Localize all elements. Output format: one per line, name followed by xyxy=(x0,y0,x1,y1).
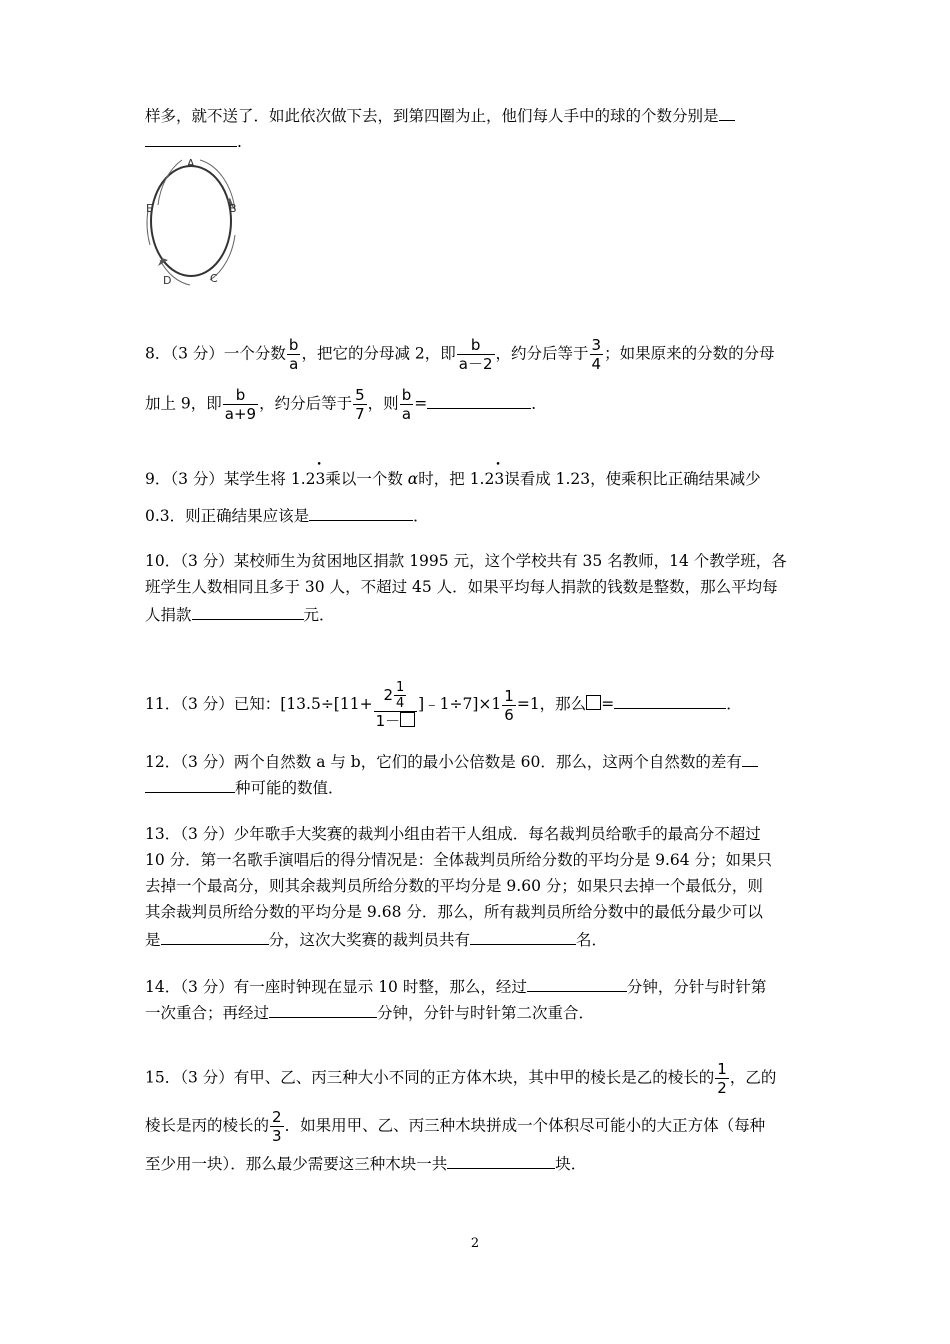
q12-line1: 12．（3 分）两个自然数 a 与 b，它们的最小公倍数是 60．那么，这两个自然数的差有 xyxy=(145,750,758,772)
q11-line: 11．（3 分）已知：[13.5÷[11+ 2 $\frac{1}{4}$ 1－ ]﹣1÷7]×1 $\frac{1}{6}$ =1，那么 = ． xyxy=(145,680,742,730)
fraction-b-over-a-answer: $\frac{b}{a}$ xyxy=(401,386,412,423)
q8-answer-blank[interactable] xyxy=(427,392,531,409)
q13-line4: 其余裁判员所给分数的平均分是 9.68 分．那么，所有裁判员所给分数中的最低分最少可以 xyxy=(145,903,763,921)
q14-answer-blank-1[interactable] xyxy=(527,975,627,992)
q11-answer-blank[interactable] xyxy=(614,692,726,709)
q7-continuation-line2: . xyxy=(145,130,242,152)
q12-answer-blank-cont[interactable] xyxy=(145,776,235,793)
q7-answer-blank[interactable] xyxy=(719,104,735,121)
fraction-2-over-3: $\frac{2}{3}$ xyxy=(272,1108,282,1145)
unknown-box xyxy=(586,695,601,710)
fraction-1-over-6: $\frac{1}{6}$ xyxy=(504,686,514,724)
q14-answer-blank-2[interactable] xyxy=(269,1001,377,1018)
q13-answer-blank-1[interactable] xyxy=(161,928,269,945)
q9-line2: 0.3．则正确结果应该是 ． xyxy=(145,504,429,526)
q9-line1: 9．（3 分）某学生将 1.2• 3乘以一个数 α时，把 1.2• 3误看成 1.23，使乘积比正确结果减少 xyxy=(145,469,761,489)
diagram-label-c: C xyxy=(210,272,218,285)
complex-fraction: 2 $\frac{1}{4}$ 1－ xyxy=(374,680,418,730)
q12-line2: 种可能的数值． xyxy=(145,776,344,798)
page-number: 2 xyxy=(470,1236,480,1251)
ball-passing-diagram xyxy=(140,150,245,295)
unknown-box xyxy=(400,712,415,727)
fraction-b-over-a-minus-2: $\frac{b}{a-2}$ xyxy=(458,336,493,373)
q9-answer-blank[interactable] xyxy=(309,504,413,521)
fraction-b-over-a-plus-9: $\frac{b}{a+9}$ xyxy=(224,386,257,423)
diagram-label-a: A xyxy=(187,157,195,170)
q10-line2: 班学生人数相同且多于 30 人，不超过 45 人．如果平均每人捐款的钱数是整数，那么平均每 xyxy=(145,578,778,596)
repeating-digit-3: • 3 xyxy=(494,469,504,489)
q15-line1: 15．（3 分）有甲、乙、丙三种大小不同的正方体木块，其中甲的棱长是乙的棱长的 $\frac{1}{2}$ ，乙的 xyxy=(145,1060,777,1097)
q13-line5: 是 分，这次大奖赛的裁判员共有 名． xyxy=(145,928,607,950)
diagram-label-b: B xyxy=(229,202,237,215)
repeating-digit-3: • 3 xyxy=(315,469,325,489)
q15-line2: 棱长是丙的棱长的 $\frac{2}{3}$ ．如果用甲、乙、丙三种木块拼成一个体积尽可能小的大正方体（每种 xyxy=(145,1108,766,1145)
q13-line3: 去掉一个最高分，则其余裁判员所给分数的平均分是 9.60 分；如果只去掉一个最低分，则 xyxy=(145,877,763,895)
q15-line3: 至少用一块）．那么最少需要这三种木块一共 块． xyxy=(145,1152,586,1174)
fraction-1-over-2: $\frac{1}{2}$ xyxy=(717,1060,727,1097)
diagram-label-e: E xyxy=(146,202,153,215)
fraction-b-over-a: $\frac{b}{a}$ xyxy=(288,336,299,373)
q8-line2: 加上 9，即 $\frac{b}{a+9}$ ，约分后等于 $\frac{5}{7}$ ，则 $\frac{b}{a}$ = ． xyxy=(145,386,547,423)
q7-continuation-line1: 样多，就不送了．如此依次做下去，到第四圈为止，他们每人手中的球的个数分别是 xyxy=(145,104,735,126)
q13-line2: 10 分．第一名歌手演唱后的得分情况是：全体裁判员所给分数的平均分是 9.64 分；如果只 xyxy=(145,851,773,869)
q12-answer-blank[interactable] xyxy=(742,750,758,767)
fraction-3-over-4: $\frac{3}{4}$ xyxy=(591,336,602,373)
q10-answer-blank[interactable] xyxy=(192,603,304,620)
q13-line1: 13．（3 分）少年歌手大奖赛的裁判小组由若干人组成．每名裁判员给歌手的最高分不超过 xyxy=(145,825,761,843)
q14-line1: 14．（3 分）有一座时钟现在显示 10 时整，那么，经过 分钟，分针与时针第 xyxy=(145,975,766,997)
q7-answer-blank-cont[interactable] xyxy=(145,130,237,147)
q13-answer-blank-2[interactable] xyxy=(470,928,576,945)
fraction-5-over-7: $\frac{5}{7}$ xyxy=(355,386,365,423)
q10-line1: 10．（3 分）某校师生为贫困地区捐款 1995 元，这个学校共有 35 名教师，14 个教学班，各 xyxy=(145,552,787,570)
diagram-label-d: D xyxy=(163,274,172,287)
q15-answer-blank[interactable] xyxy=(447,1152,555,1169)
q8-line1: 8．（3 分）一个分数 $\frac{b}{a}$ ，把它的分母减 2，即 $\frac{b}{a-2}$ ，约分后等于 $\frac{3}{4}$ ；如果原来的分数的分母 xyxy=(145,336,775,373)
q10-line3: 人捐款 元． xyxy=(145,603,335,625)
q14-line2: 一次重合；再经过 分钟，分针与时针第二次重合． xyxy=(145,1001,594,1023)
